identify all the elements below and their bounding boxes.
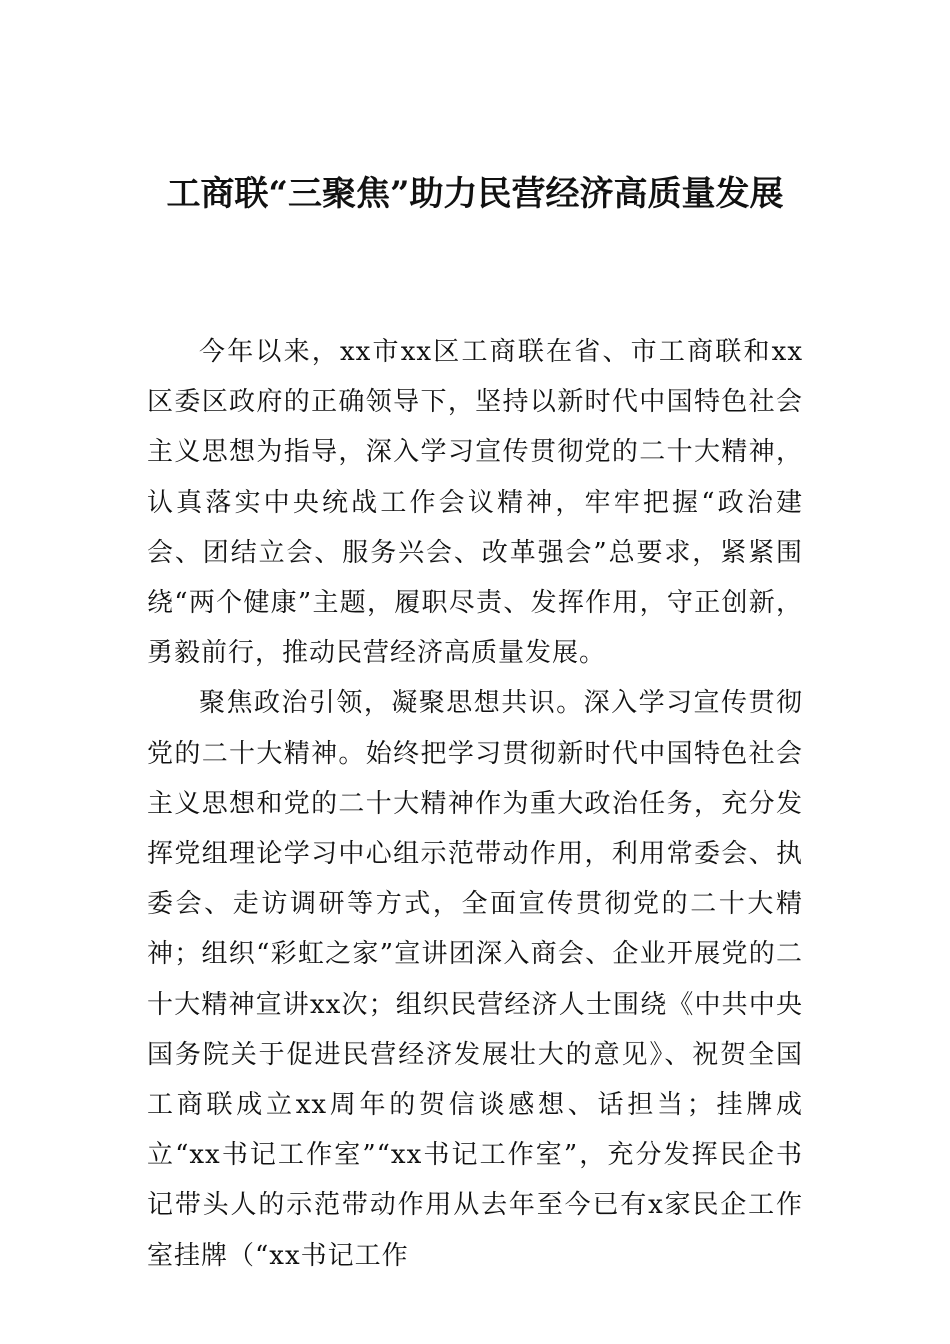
document-body	[147, 327, 803, 1281]
paragraph-political-guidance: 聚焦政治引领，凝聚思想共识。深入学习宣传贯彻党的二十大精神。始终把学习贯彻新时代中国特色社会主义思想和党的二十大精神作为重大政治任务，充分发挥党组理论学习中心组示范带动作用，利用常委会、执委会、走访调研等方式，全面宣传贯彻党的二十大精神；组织“彩虹之家”宣讲团深入商会、企业开展党的二十大精神宣讲xx次；组织民营经济人士围绕《中共中央国务院关于促进民营经济发展壮大的意见》、祝贺全国工商联成立xx周年的贺信谈感想、话担当；挂牌成立“xx书记工作室”“xx书记工作室”，充分发挥民企书记带头人的示范带动作用从去年至今已有x家民企工作室挂牌（“xx书记工作	[147, 688, 803, 1271]
document-title: 工商联“三聚焦”助力民营经济高质量发展	[166, 174, 784, 214]
paragraph-intro: 今年以来，xx市xx区工商联在省、市工商联和xx区委区政府的正确领导下，坚持以新时代中国特色社会主义思想为指导，深入学习宣传贯彻党的二十大精神，认真落实中央统战工作会议精神，牢牢把握“政治建会、团结立会、服务兴会、改革强会”总要求，紧紧围绕“两个健康”主题，履职尽责、发挥作用，守正创新，勇毅前行，推动民营经济高质量发展。	[147, 337, 803, 669]
